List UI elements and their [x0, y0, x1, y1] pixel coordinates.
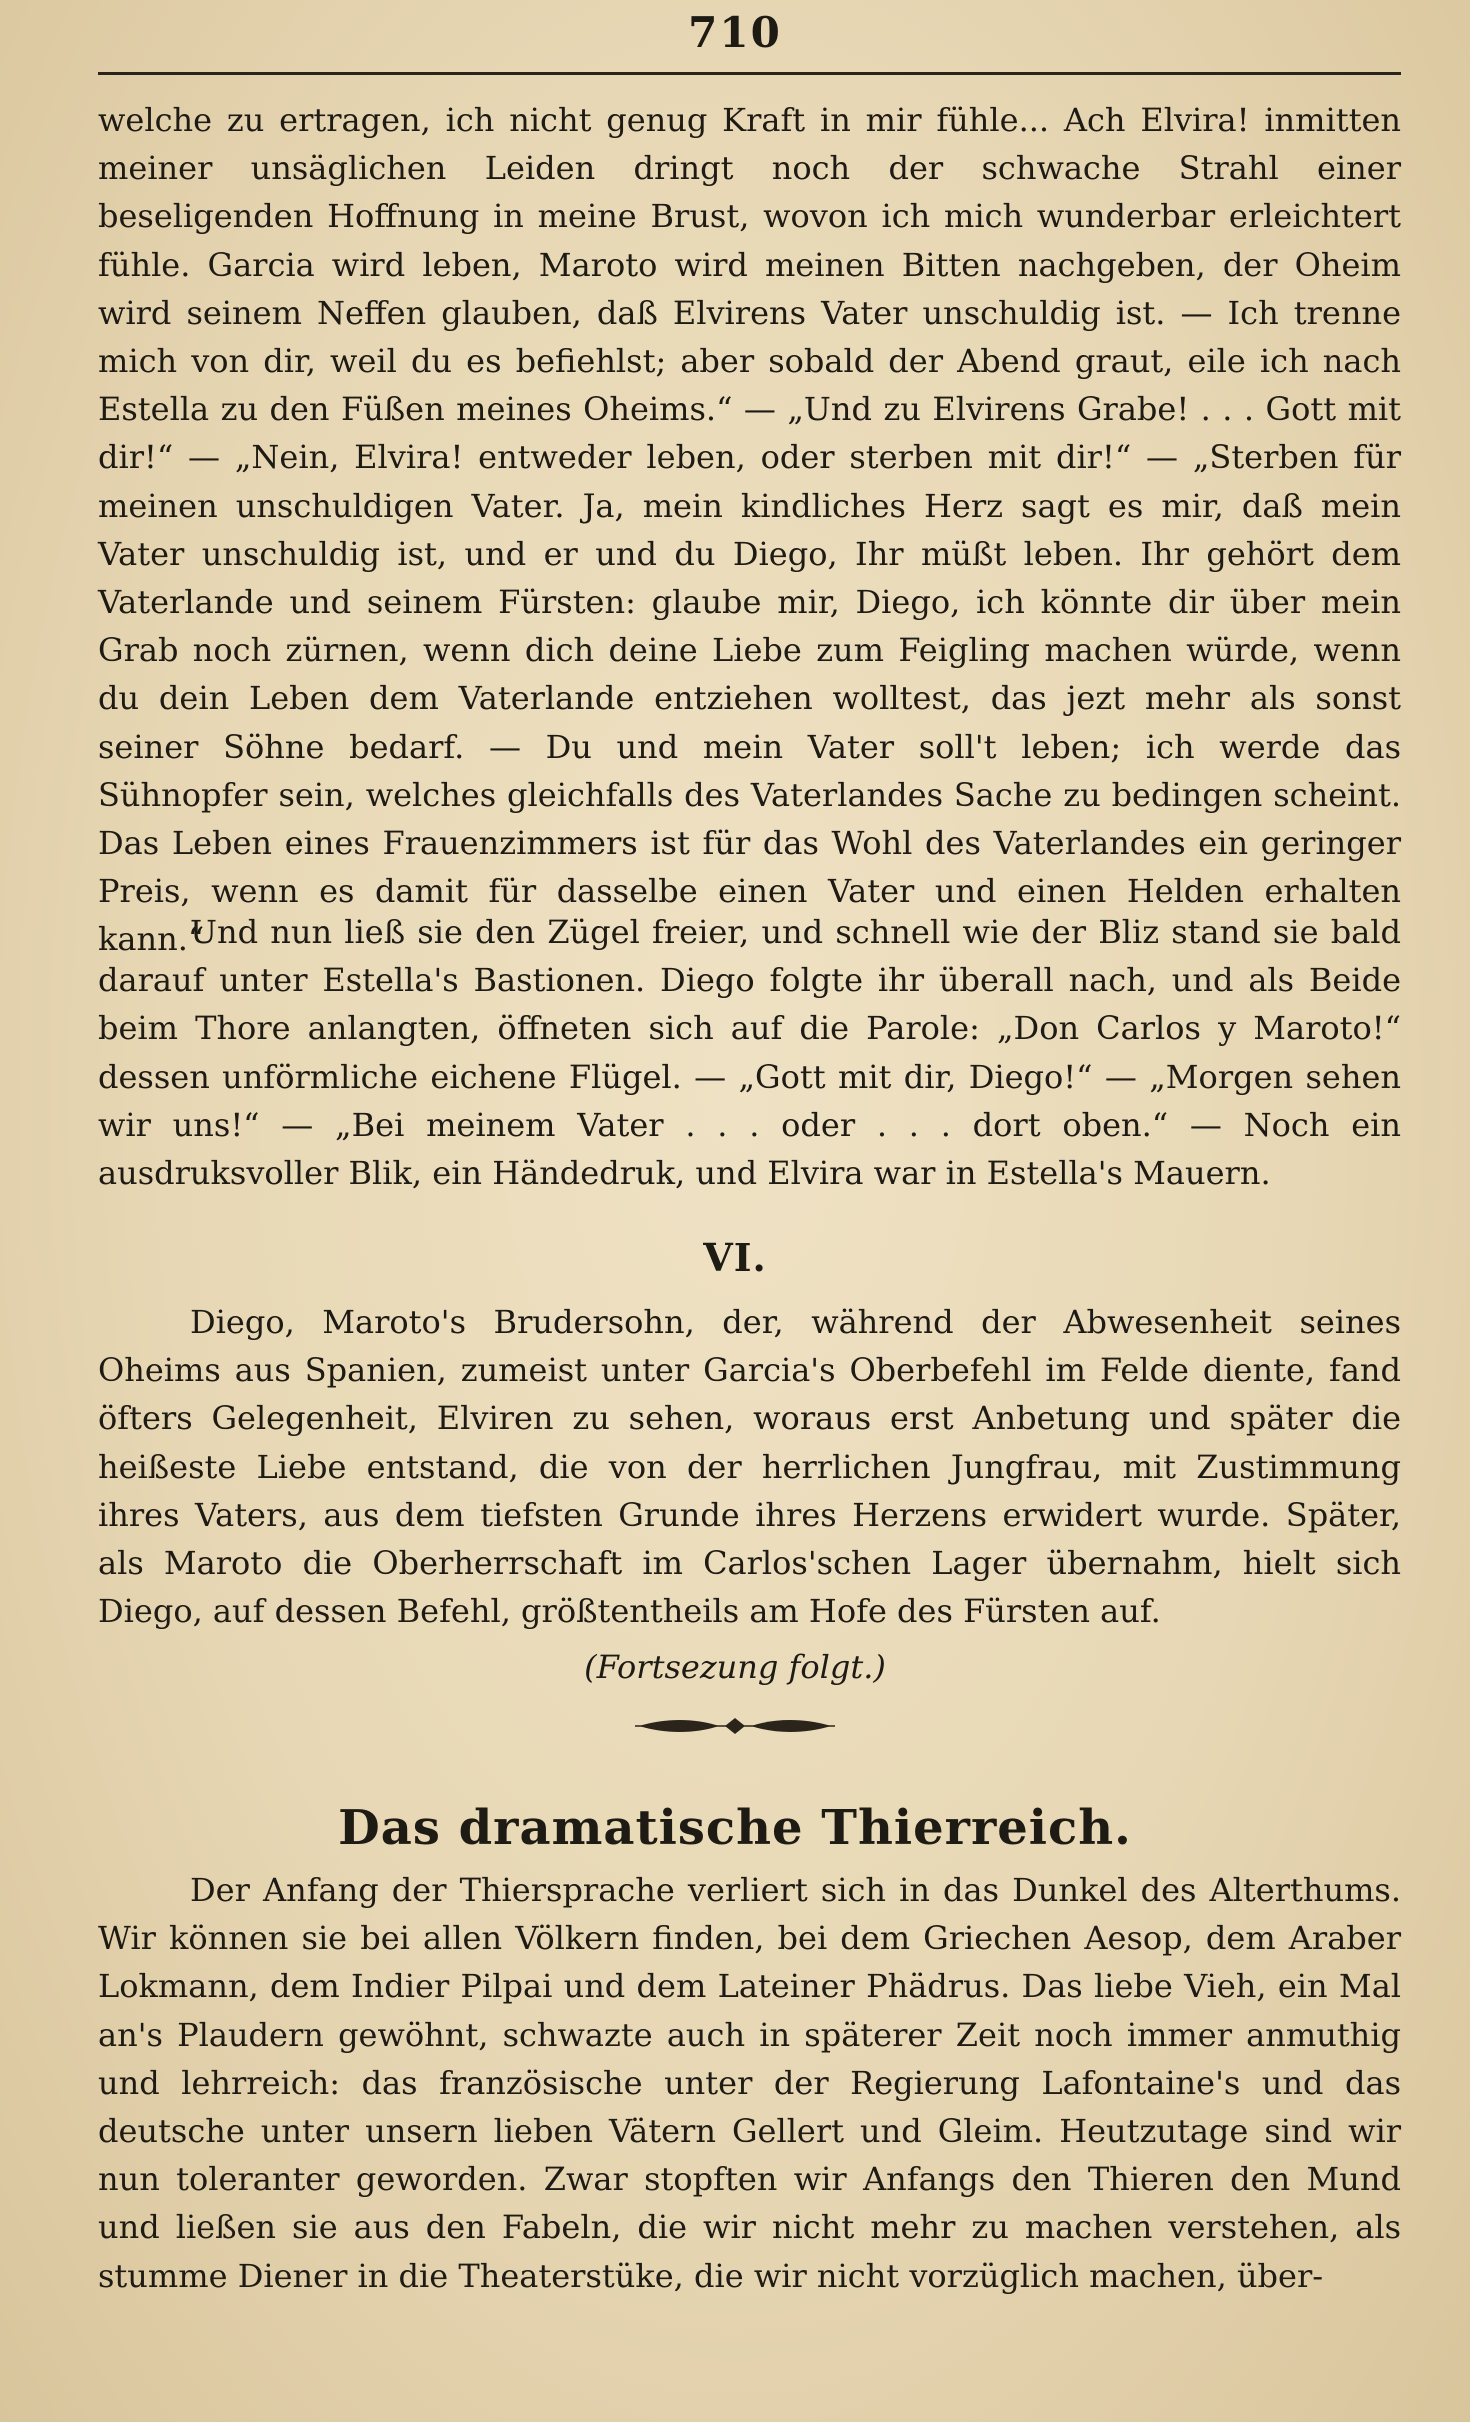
article-paragraph-1: Der Anfang der Thiersprache verliert sich in das Dunkel des Alterthums. Wir können sie bei allen Völkern finden, bei dem Griechen Aesop, dem Araber Lokmann, dem Indier Pilpai und dem Lateiner Phädrus. Das liebe Vieh, ein Mal an's Plaudern gewöhnt, schwazte auch in späterer Zeit noch immer anmuthig und lehrreich: das französische unter der Regierung Lafontaine's und das deutsche unter unsern lieben Vätern Gellert und Gleim. Heutzutage sind wir nun toleranter geworden. Zwar stopften wir Anfangs den Thieren den Mund und ließen sie aus den Fabeln, die wir nicht mehr zu machen verstehen, als stumme Diener in die Theaterstüke, die wir nicht vorzüglich machen, über-: [98, 1871, 1401, 2295]
article-title: Das dramatische Thierreich.: [338, 1800, 1132, 1856]
story-paragraph-3: Diego, Maroto's Brudersohn, der, während der Abwesenheit seines Oheims aus Spanien, zumeist unter Garcia's Oberbefehl im Felde diente, fand öfters Gelegenheit, Elviren zu sehen, woraus erst Anbetung und später die heißeste Liebe entstand, die von der herrlichen Jungfrau, mit Zustimmung ihres Vaters, aus dem tiefsten Grunde ihres Herzens erwidert wurde. Später, als Maroto die Oberherrschaft im Carlos'schen Lager übernahm, hielt sich Diego, auf dessen Befehl, größtentheils am Hofe des Fürsten auf.: [98, 1303, 1401, 1631]
continuation-note: (Fortsezung folgt.): [584, 1648, 886, 1686]
section-heading: VI.: [703, 1235, 767, 1280]
header-rule: [98, 72, 1401, 75]
story-paragraph-1: welche zu ertragen, ich nicht genug Kraft in mir fühle... Ach Elvira! inmitten meiner unsäglichen Leiden dringt noch der schwache Strahl einer beseligenden Hoffnung in meine Brust, wovon ich mich wunderbar erleichtert fühle. Garcia wird leben, Maroto wird meinen Bitten nachgeben, der Oheim wird seinem Neffen glauben, daß Elvirens Vater unschuldig ist. — Ich trenne mich von dir, weil du es befiehlst; aber sobald der Abend graut, eile ich nach Estella zu den Füßen meines Oheims.“ — „Und zu Elvirens Grabe! . . . Gott mit dir!“ — „Nein, Elvira! entweder leben, oder sterben mit dir!“ — „Sterben für meinen unschuldigen Vater. Ja, mein kindliches Herz sagt es mir, daß mein Vater unschuldig ist, und er und du Diego, Ihr müßt leben. Ihr gehört dem Vaterlande und seinem Fürsten: glaube mir, Diego, ich könnte dir über mein Grab noch zürnen, wenn dich deine Liebe zum Feigling machen würde, wenn du dein Leben dem Vaterlande entziehen wolltest, das jezt mehr als sonst seiner Söhne bedarf. — Du und mein Vater soll't leben; ich werde das Sühnopfer sein, welches gleichfalls des Vaterlandes Sache zu bedingen scheint. Das Leben eines Frauenzimmers ist für das Wohl des Vaterlandes ein geringer Preis, wenn es damit für dasselbe einen Vater und einen Helden erhalten kann.“: [98, 101, 1401, 959]
ornament-divider-icon: [635, 1712, 835, 1740]
story-paragraph-2: Und nun ließ sie den Zügel freier, und schnell wie der Bliz stand sie bald darauf unter Estella's Bastionen. Diego folgte ihr überall nach, und als Beide beim Thore anlangten, öffneten sich auf die Parole: „Don Carlos y Maroto!“ dessen unförmliche eichene Flügel. — „Gott mit dir, Diego!“ — „Morgen sehen wir uns!“ — „Bei meinem Vater . . . oder . . . dort oben.“ — Noch ein ausdruksvoller Blik, ein Händedruk, und Elvira war in Estella's Mauern.: [98, 913, 1401, 1193]
page-number: 710: [688, 8, 782, 57]
